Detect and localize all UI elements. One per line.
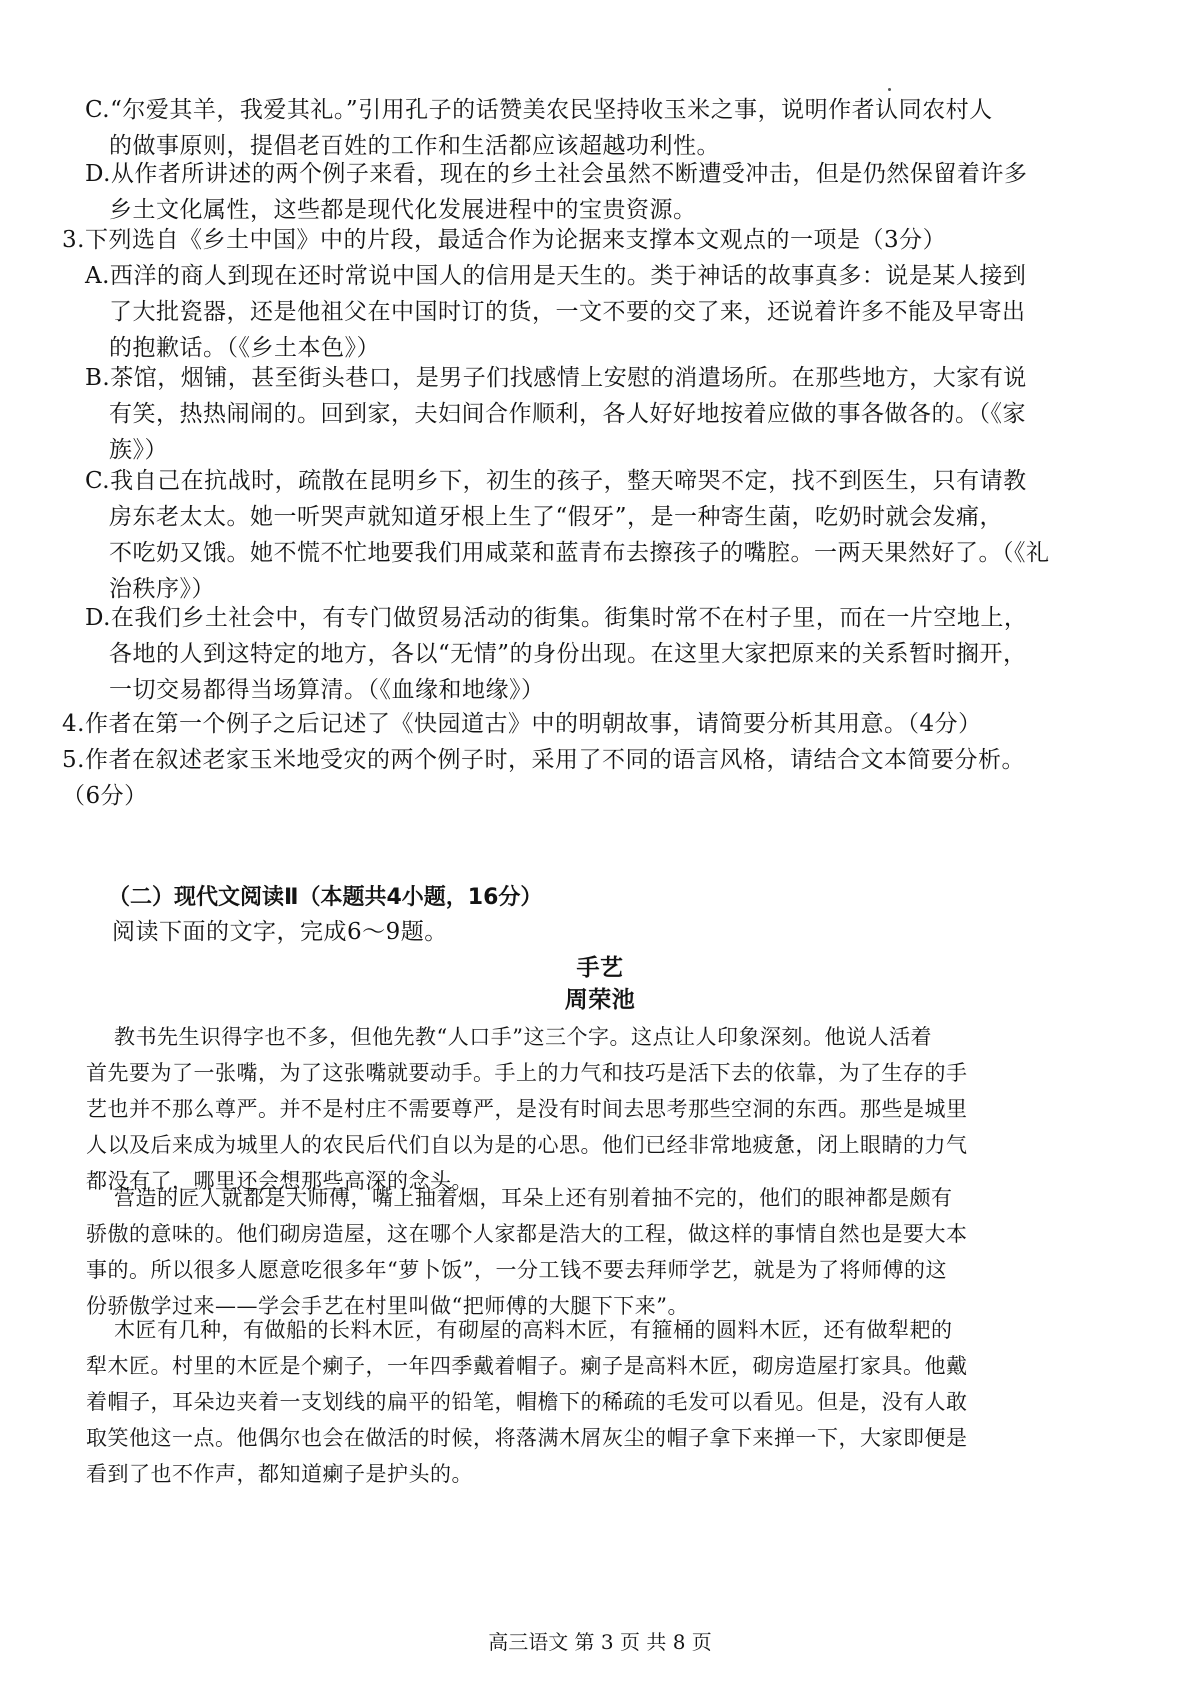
text-line: 3.下列选自《乡土中国》中的片段，最适合作为论据来支撑本文观点的一项是（3分） <box>62 227 947 253</box>
text-line: 乡土文化属性，这些都是现代化发展进程中的宝贵资源。 <box>109 197 697 223</box>
text-line: 首先要为了一张嘴，为了这张嘴就要动手。手上的力气和技巧是活下去的依靠，为了生存的手 <box>86 1061 968 1085</box>
text-line: 一切交易都得当场算清。（《血缘和地缘》） <box>109 677 545 703</box>
text-line: 份骄傲学过来——学会手艺在村里叫做“把师傅的大腿下下来”。 <box>86 1294 689 1318</box>
text-line: 犁木匠。村里的木匠是个瘌子，一年四季戴着帽子。瘌子是高料木匠，砌房造屋打家具。他戴 <box>86 1354 968 1378</box>
text-line: D.在我们乡土社会中，有专门做贸易活动的街集。街集时常不在村子里，而在一片空地上， <box>85 605 1028 631</box>
text-line: C.“尔爱其羊，我爱其礼。”引用孔子的话赞美农民坚持收玉米之事，说明作者认同农村人 <box>85 97 993 123</box>
text-line: 着帽子，耳朵边夹着一支划线的扁平的铅笔，帽檐下的稀疏的毛发可以看见。但是，没有人敢 <box>86 1390 968 1414</box>
text-line: 治秩序》） <box>109 576 215 602</box>
text-line: 的抱歉话。（《乡土本色》） <box>109 335 380 361</box>
text-line: 骄傲的意味的。他们砌房造屋，这在哪个人家都是浩大的工程，做这样的事情自然也是要大本 <box>86 1222 968 1246</box>
text-line: B.茶馆，烟铺，甚至街头巷口，是男子们找感情上安慰的消遣场所。在那些地方，大家有说 <box>85 365 1027 391</box>
text-line: 营造的匠人就都是大师傅，嘴上抽着烟，耳朵上还有别着抽不完的，他们的眼神都是颇有 <box>114 1186 953 1210</box>
article-title: 手艺 <box>576 954 624 981</box>
section-heading: （二）现代文阅读Ⅱ（本题共4小题，16分） <box>108 885 543 910</box>
text-line: 房东老太太。她一听哭声就知道牙根上生了“假牙”，是一种寄生菌，吃奶时就会发痛， <box>109 504 1004 530</box>
text-line: 教书先生识得字也不多，但他先教“人口手”这三个字。这点让人印象深刻。他说人活着 <box>114 1025 932 1049</box>
text-line: 木匠有几种，有做船的长料木匠，有砌屋的高料木匠，有箍桶的圆料木匠，还有做犁耙的 <box>114 1318 953 1342</box>
question-3-option-b <box>85 360 1027 468</box>
prev-option-c <box>85 92 993 164</box>
text-line: 不吃奶又饿。她不慌不忙地要我们用咸菜和蓝青布去擦孩子的嘴腔。一两天果然好了。（《礼 <box>109 540 1050 566</box>
article-paragraph-3 <box>86 1312 968 1492</box>
question-5 <box>62 742 1025 814</box>
text-line: 族》） <box>109 437 168 463</box>
speck-mark <box>888 88 891 91</box>
text-line: 事的。所以很多人愿意吃很多年“萝卜饭”，一分工钱不要去拜师学艺，就是为了将师傅的这 <box>86 1258 947 1282</box>
text-line: 艺也并不那么尊严。并不是村庄不需要尊严，是没有时间去思考那些空洞的东西。那些是城里 <box>86 1097 968 1121</box>
text-line: C.我自己在抗战时，疏散在昆明乡下，初生的孩子，整天啼哭不定，找不到医生，只有请教 <box>85 468 1027 494</box>
article-author: 周荣池 <box>564 986 636 1013</box>
text-line: 取笑他这一点。他偶尔也会在做活的时候，将落满木屑灰尘的帽子拿下来掸一下，大家即便是 <box>86 1426 968 1450</box>
text-line: 有笑，热热闹闹的。回到家，夫妇间合作顺利，各人好好地按着应做的事各做各的。（《家 <box>109 401 1026 427</box>
text-line: （6分） <box>62 783 148 809</box>
text-line: 各地的人到这特定的地方，各以“无情”的身份出现。在这里大家把原来的关系暂时搁开， <box>109 641 1027 667</box>
article-paragraph-2 <box>86 1180 968 1324</box>
text-line: 的做事原则，提倡老百姓的工作和生活都应该超越功利性。 <box>109 133 720 159</box>
question-3-stem <box>62 222 946 258</box>
section-instruction: 阅读下面的文字，完成6～9题。 <box>112 919 448 945</box>
article-paragraph-1 <box>86 1019 968 1199</box>
page-footer: 高三语文 第 3 页 共 8 页 <box>488 1630 712 1654</box>
question-3-option-c <box>85 463 1050 607</box>
question-3-option-d <box>85 600 1027 708</box>
prev-option-d <box>85 156 1027 228</box>
text-line: 都没有了，哪里还会想那些高深的念头。 <box>86 1169 473 1193</box>
text-line: 了大批瓷器，还是他祖父在中国时订的货，一文不要的交了来，还说着许多不能及早寄出 <box>109 299 1026 325</box>
text-line: 看到了也不作声，都知道瘌子是护头的。 <box>86 1462 473 1486</box>
question-3-option-a <box>85 258 1026 366</box>
text-line: 5.作者在叙述老家玉米地受灾的两个例子时，采用了不同的语言风格，请结合文本简要分析。 <box>62 747 1025 773</box>
text-line: A.西洋的商人到现在还时常说中国人的信用是天生的。类于神话的故事真多：说是某人接到 <box>85 263 1027 289</box>
text-line: 4.作者在第一个例子之后记述了《快园道古》中的明朝故事，请简要分析其用意。（4分） <box>62 711 982 737</box>
question-4 <box>62 706 982 742</box>
text-line: 人以及后来成为城里人的农民后代们自以为是的心思。他们已经非常地疲惫，闭上眼睛的力气 <box>86 1133 968 1157</box>
text-line: D.从作者所讲述的两个例子来看，现在的乡土社会虽然不断遭受冲击，但是仍然保留着许多 <box>85 161 1028 187</box>
